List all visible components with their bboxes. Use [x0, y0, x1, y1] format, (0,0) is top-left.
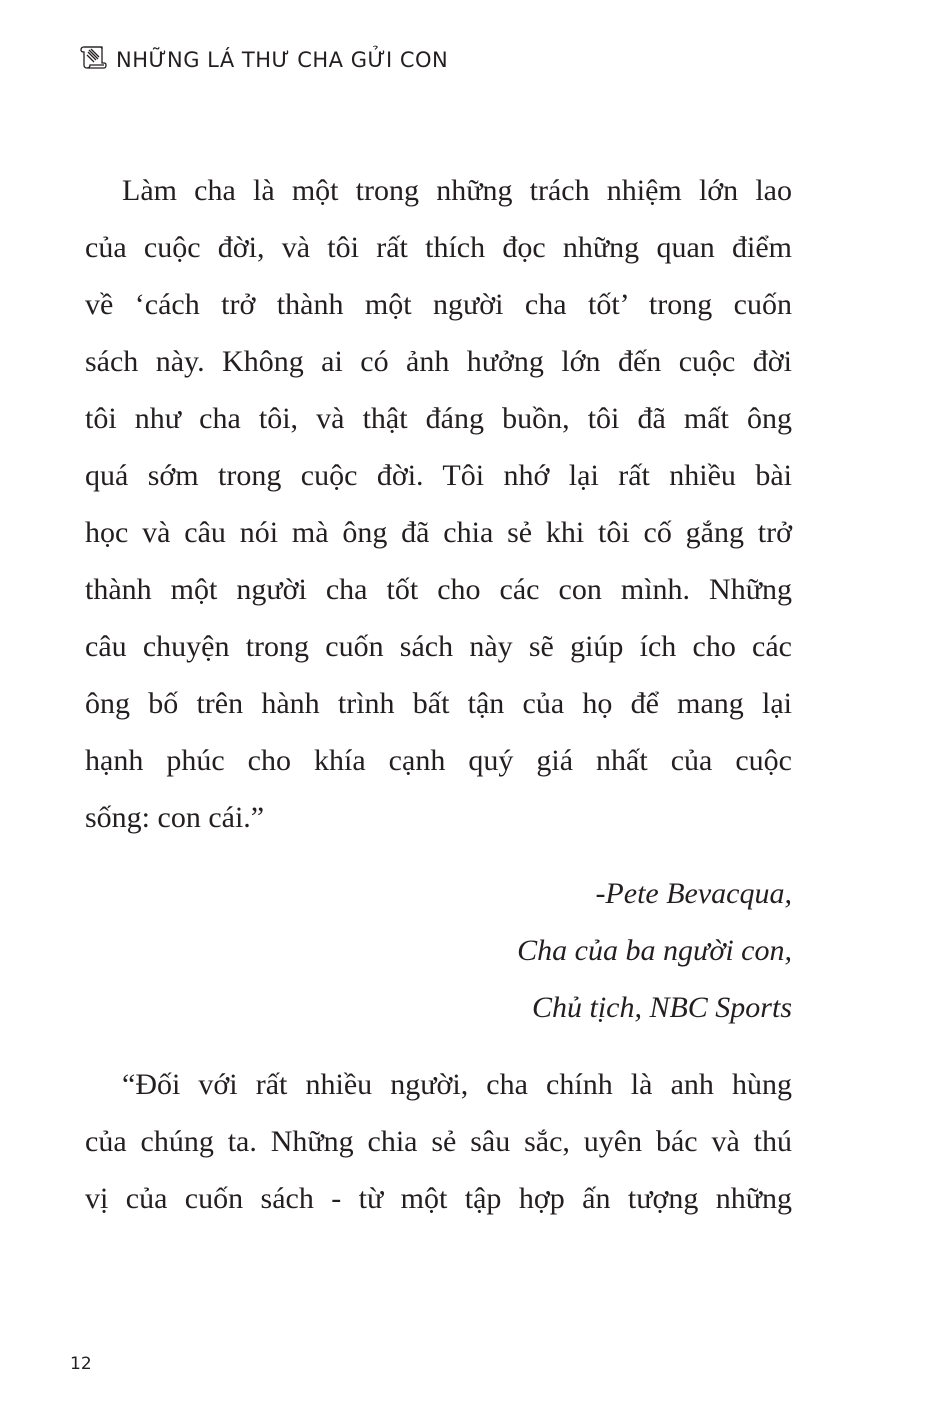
signature-role: Cha của ba người con,: [517, 934, 792, 967]
text-line: học và câu nói mà ông đã chia sẻ khi tôi cố gắng trở: [85, 516, 792, 549]
signature-title: Chủ tịch, NBC Sports: [531, 991, 792, 1024]
text-line: sống: con cái.”: [85, 801, 265, 834]
text-line: “Đối với rất nhiều người, cha chính là anh hùng: [122, 1068, 792, 1101]
text-line: của chúng ta. Những chia sẻ sâu sắc, uyên bác và thú: [85, 1125, 792, 1158]
paragraph-2: [85, 1056, 792, 1227]
running-header: [78, 43, 448, 76]
text-line: về ‘cách trở thành một người cha tốt’ trong cuốn: [85, 288, 792, 321]
text-line: vị của cuốn sách - từ một tập hợp ấn tượng những: [85, 1182, 792, 1215]
book-title: NHỮNG LÁ THƯ CHA GỬI CON: [116, 47, 449, 72]
text-line: ông bố trên hành trình bất tận của họ để mang lại: [85, 687, 792, 720]
text-line: của cuộc đời, và tôi rất thích đọc những quan điểm: [85, 231, 792, 264]
page-number: 12: [70, 1354, 92, 1374]
scroll-icon: [78, 43, 108, 76]
signature-name: -Pete Bevacqua,: [595, 877, 792, 910]
text-line: sách này. Không ai có ảnh hưởng lớn đến cuộc đời: [85, 345, 792, 378]
paragraph-1: [85, 162, 792, 846]
text-line: câu chuyện trong cuốn sách này sẽ giúp ích cho các: [85, 630, 792, 663]
text-line: quá sớm trong cuộc đời. Tôi nhớ lại rất nhiều bài: [85, 459, 792, 492]
signature: [85, 865, 792, 1036]
text-line: thành một người cha tốt cho các con mình. Những: [85, 573, 792, 606]
text-line: Làm cha là một trong những trách nhiệm lớn lao: [122, 174, 792, 207]
text-line: hạnh phúc cho khía cạnh quý giá nhất của cuộc: [85, 744, 792, 777]
text-line: tôi như cha tôi, và thật đáng buồn, tôi đã mất ông: [85, 402, 792, 435]
